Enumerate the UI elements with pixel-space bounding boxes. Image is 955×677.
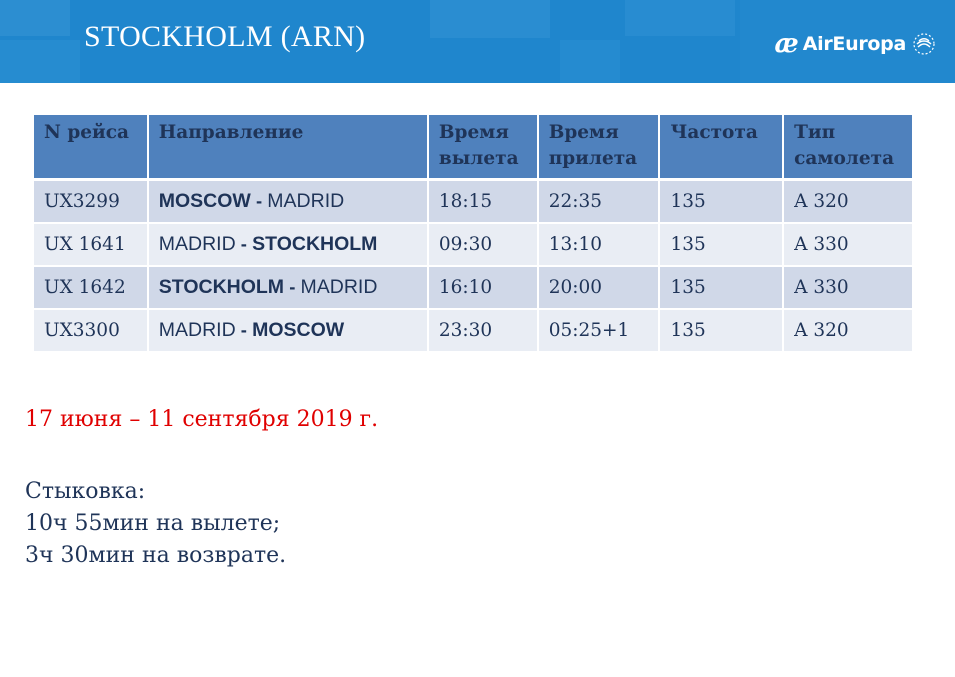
route-separator: - [235,319,253,340]
banner-decoration [560,40,620,83]
banner-decoration [625,0,735,36]
frequency-cell: 135 [660,181,782,224]
flight-number-cell: UX3299 [34,181,147,224]
flight-schedule-table [32,115,914,353]
destination-city: MOSCOW [252,319,345,341]
arrival-time-cell: 22:35 [539,181,659,224]
route-separator: - [284,276,301,297]
connection-info [25,476,286,572]
banner-decoration [430,0,550,38]
origin-city: MADRID [158,319,236,341]
connection-heading: Стыковка: [25,479,146,504]
origin-city: STOCKHOLM [158,276,285,298]
header-banner [0,0,955,83]
table-row [34,310,912,353]
connection-outbound: 10ч 55мин на вылете; [25,511,281,536]
destination-city: STOCKHOLM [252,233,378,255]
arrival-time-cell: 13:10 [539,224,659,267]
arrival-time-cell: 20:00 [539,267,659,310]
table-row [34,181,912,224]
direction-cell [149,181,427,224]
logo-text: AirEuropa [802,33,906,55]
air-europa-logo [775,28,937,60]
flight-number-cell: UX 1641 [34,224,147,267]
flight-number-cell: UX 1642 [34,267,147,310]
aircraft-type-cell: A 320 [784,181,912,224]
header-direction: Направление [149,115,427,181]
flight-number-cell: UX3300 [34,310,147,353]
direction-cell [149,224,427,267]
destination-city: MADRID [267,190,345,212]
header-frequency: Частота [660,115,782,181]
logo-mark: æ [774,29,799,59]
frequency-cell: 135 [660,224,782,267]
departure-time-cell: 23:30 [429,310,537,353]
frequency-cell: 135 [660,310,782,353]
origin-city: MADRID [158,233,236,255]
origin-city: MOSCOW [158,190,251,212]
route-separator: - [250,190,268,211]
header-flight-number: N рейса [34,115,147,181]
table-row [34,224,912,267]
direction-cell [149,267,427,310]
route-separator: - [235,233,253,254]
table-header-row [34,115,912,181]
frequency-cell: 135 [660,267,782,310]
destination-city: MADRID [300,276,378,298]
arrival-time-cell: 05:25+1 [539,310,659,353]
direction-cell [149,310,427,353]
banner-decoration [0,40,80,83]
header-aircraft-type: Тип самолета [784,115,912,181]
aircraft-type-cell: A 330 [784,267,912,310]
aircraft-type-cell: A 330 [784,224,912,267]
connection-return: 3ч 30мин на возврате. [25,543,287,568]
header-departure-time: Время вылета [429,115,537,181]
validity-dates: 17 июня – 11 сентября 2019 г. [25,407,379,432]
page-title: STOCKHOLM (ARN) [84,20,366,53]
departure-time-cell: 09:30 [429,224,537,267]
table-row [34,267,912,310]
departure-time-cell: 18:15 [429,181,537,224]
banner-decoration [0,0,70,36]
aircraft-type-cell: A 320 [784,310,912,353]
skyteam-icon [911,31,937,57]
header-arrival-time: Время прилета [539,115,659,181]
departure-time-cell: 16:10 [429,267,537,310]
